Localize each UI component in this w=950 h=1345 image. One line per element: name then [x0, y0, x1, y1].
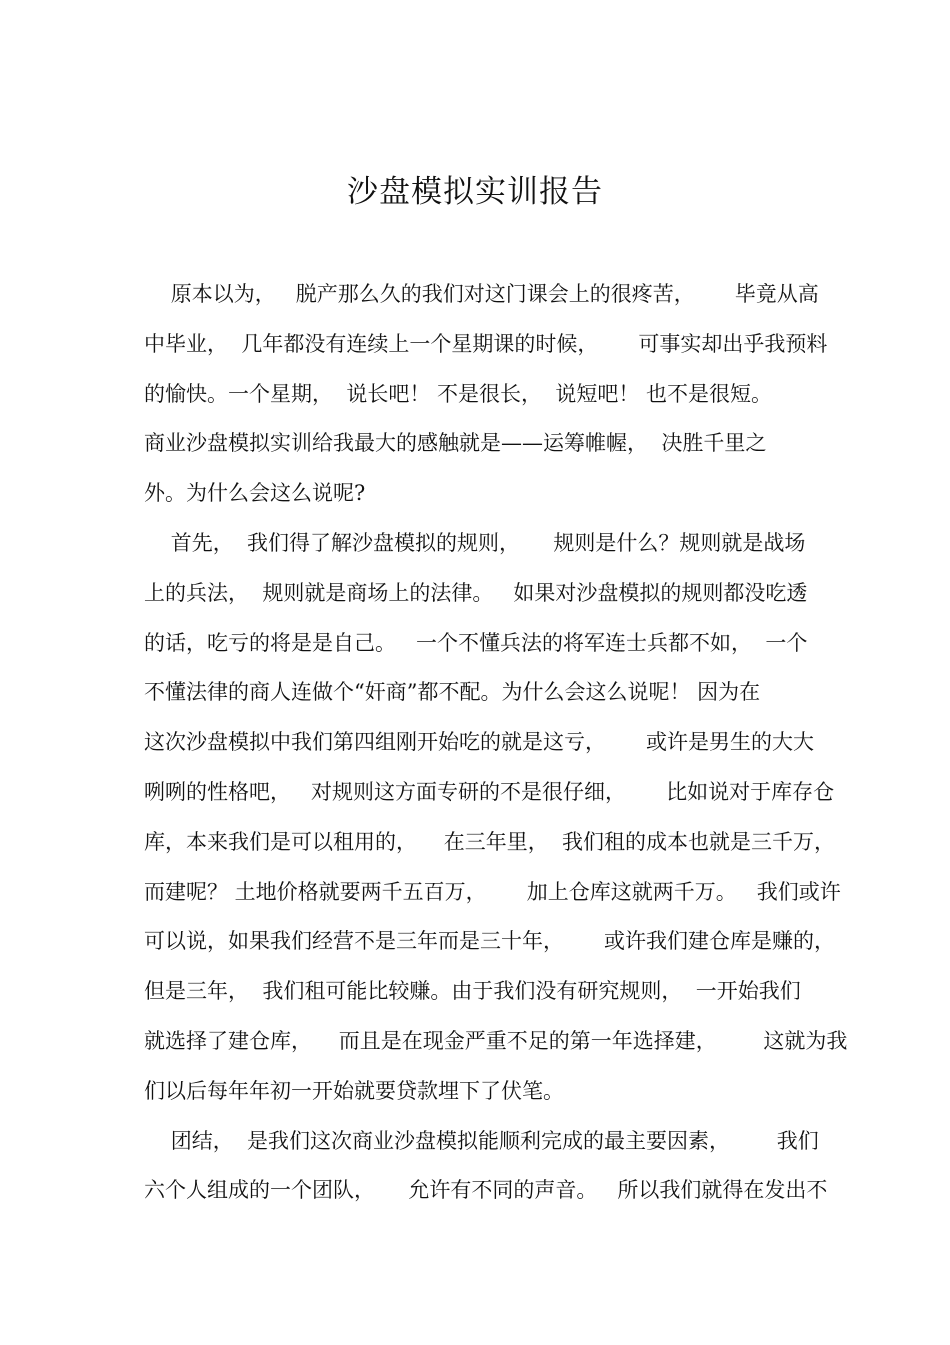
- body-line: 们以后每年年初一开始就要贷款埋下了伏笔。: [144, 1078, 564, 1103]
- body-line: 原本以为， 脱产那么久的我们对这门课会上的很疼苦， 毕竟从高: [144, 282, 819, 306]
- body-line: 团结， 是我们这次商业沙盘模拟能顺利完成的最主要因素， 我们: [144, 1128, 819, 1153]
- body-line: 的话，吃亏的将是是自己。 一个不懂兵法的将军连士兵都不如， 一个: [144, 630, 808, 655]
- body-line: 商业沙盘模拟实训给我最大的感触就是——运筹帷幄， 决胜千里之: [144, 431, 767, 456]
- body-line: 的愉快。一个星期， 说长吧！ 不是很长， 说短吧！ 也不是很短。: [144, 381, 773, 406]
- body-line: 库，本来我们是可以租用的， 在三年里， 我们租的成本也就是三千万，: [144, 829, 836, 854]
- body-line: 就选择了建仓库， 而且是在现金严重不足的第一年选择建， 这就为我: [144, 1028, 848, 1053]
- document-title: 沙盘模拟实训报告: [347, 174, 603, 210]
- body-line: 首先， 我们得了解沙盘模拟的规则， 规则是什么？规则就是战场: [144, 530, 806, 555]
- document-body: [144, 270, 848, 1216]
- body-line: 但是三年， 我们租可能比较赚。由于我们没有研究规则， 一开始我们: [144, 979, 801, 1004]
- body-line: 不懂法律的商人连做个“奸商”都不配。为什么会这么说呢！ 因为在: [144, 680, 761, 705]
- body-line: 外。为什么会这么说呢?: [144, 481, 366, 506]
- body-line: 而建呢？ 土地价格就要两千五百万， 加上仓库这就两千万。 我们或许: [144, 879, 841, 904]
- body-line: 六个人组成的一个团队， 允许有不同的声音。 所以我们就得在发出不: [144, 1178, 828, 1203]
- body-line: 可以说，如果我们经营不是三年而是三十年， 或许我们建仓库是赚的，: [144, 929, 836, 954]
- body-line: 上的兵法， 规则就是商场上的法律。 如果对沙盘模拟的规则都没吃透: [144, 580, 808, 605]
- body-line: 咧咧的性格吧， 对规则这方面专研的不是很仔细， 比如说对于库存仓: [144, 779, 835, 804]
- body-line: 中毕业， 几年都没有连续上一个星期课的时候， 可事实却出乎我预料: [144, 331, 828, 356]
- body-line: 这次沙盘模拟中我们第四组刚开始吃的就是这亏， 或许是男生的大大: [144, 730, 815, 755]
